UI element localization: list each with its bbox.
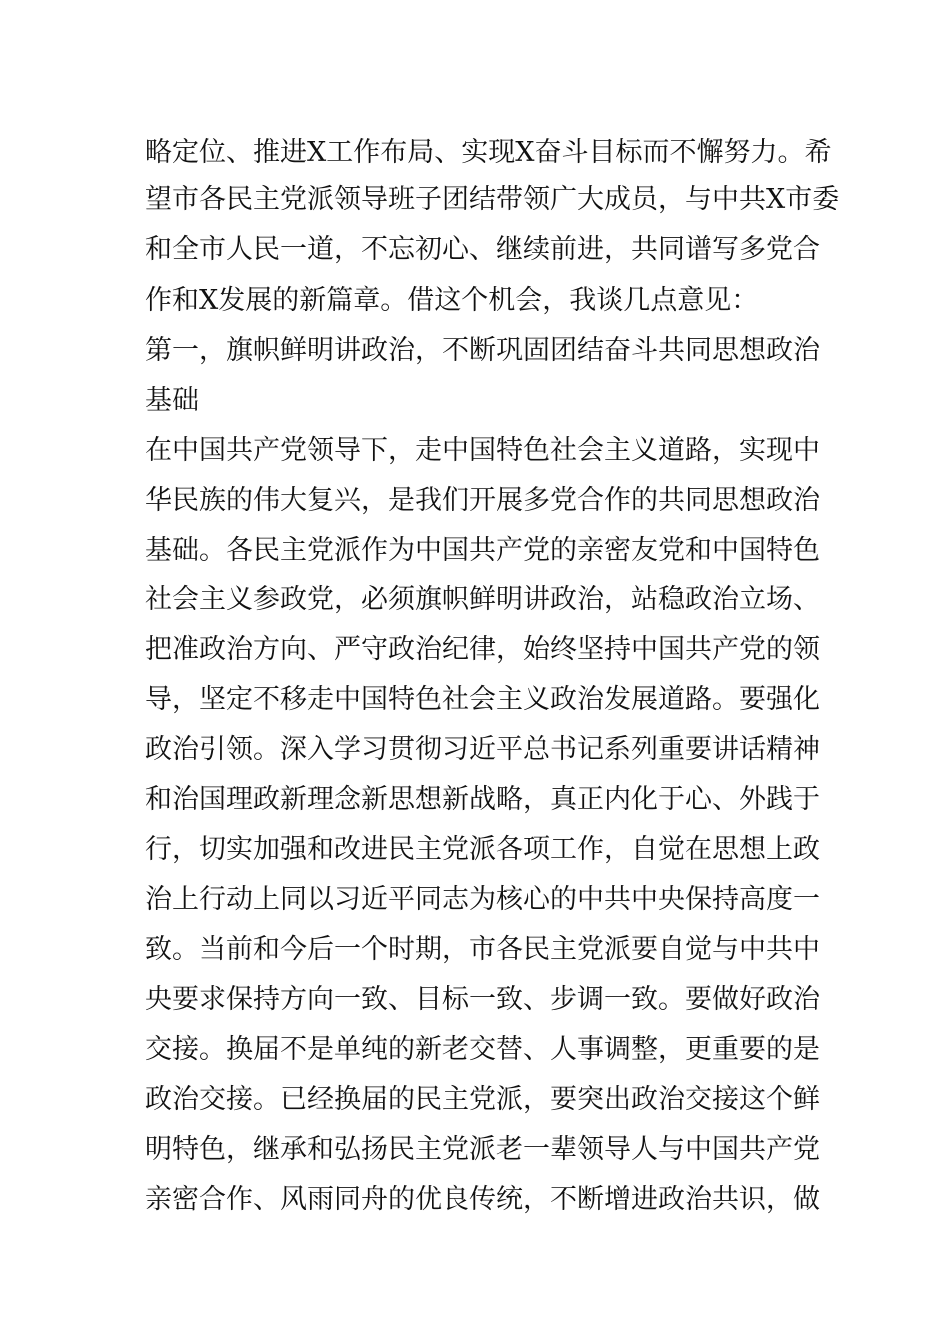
- text-line: 致。当前和今后一个时期，市各民主党派要自觉与中共中: [145, 934, 820, 965]
- text-line: 望市各民主党派领导班子团结带领广大成员，与中共X市委: [145, 184, 840, 215]
- text-line: 央要求保持方向一致、目标一致、步调一致。要做好政治: [145, 984, 820, 1015]
- text-line: 基础。各民主党派作为中国共产党的亲密友党和中国特色: [145, 535, 820, 566]
- text-line: 政治交接。已经换届的民主党派，要突出政治交接这个鲜: [145, 1084, 820, 1115]
- text-line: 把准政治方向、严守政治纪律，始终坚持中国共产党的领: [145, 634, 820, 665]
- text-line: 行，切实加强和改进民主党派各项工作，自觉在思想上政: [145, 834, 820, 865]
- text-line: 亲密合作、风雨同舟的优良传统，不断增进政治共识，做: [145, 1184, 820, 1215]
- text-line: 导，坚定不移走中国特色社会主义政治发展道路。要强化: [145, 684, 820, 715]
- text-line: 和治国理政新理念新思想新战略，真正内化于心、外践于: [145, 784, 820, 815]
- text-line: 在中国共产党领导下，走中国特色社会主义道路，实现中: [145, 435, 820, 466]
- text-line: 明特色，继承和弘扬民主党派老一辈领导人与中国共产党: [145, 1134, 820, 1165]
- text-line: 和全市人民一道，不忘初心、继续前进，共同谱写多党合: [145, 234, 820, 265]
- text-line: 略定位、推进X工作布局、实现X奋斗目标而不懈努力。希: [145, 137, 832, 168]
- text-line: 作和X发展的新篇章。借这个机会，我谈几点意见：: [145, 285, 759, 316]
- text-line: 交接。换届不是单纯的新老交替、人事调整，更重要的是: [145, 1034, 820, 1065]
- text-line: 政治引领。深入学习贯彻习近平总书记系列重要讲话精神: [145, 734, 820, 765]
- text-line: 华民族的伟大复兴，是我们开展多党合作的共同思想政治: [145, 485, 820, 516]
- text-line: 治上行动上同以习近平同志为核心的中共中央保持高度一: [145, 884, 820, 915]
- section-heading-line: 第一，旗帜鲜明讲政治，不断巩固团结奋斗共同思想政治: [145, 335, 820, 366]
- text-line: 社会主义参政党，必须旗帜鲜明讲政治，站稳政治立场、: [145, 584, 820, 615]
- section-heading-line: 基础: [145, 385, 199, 416]
